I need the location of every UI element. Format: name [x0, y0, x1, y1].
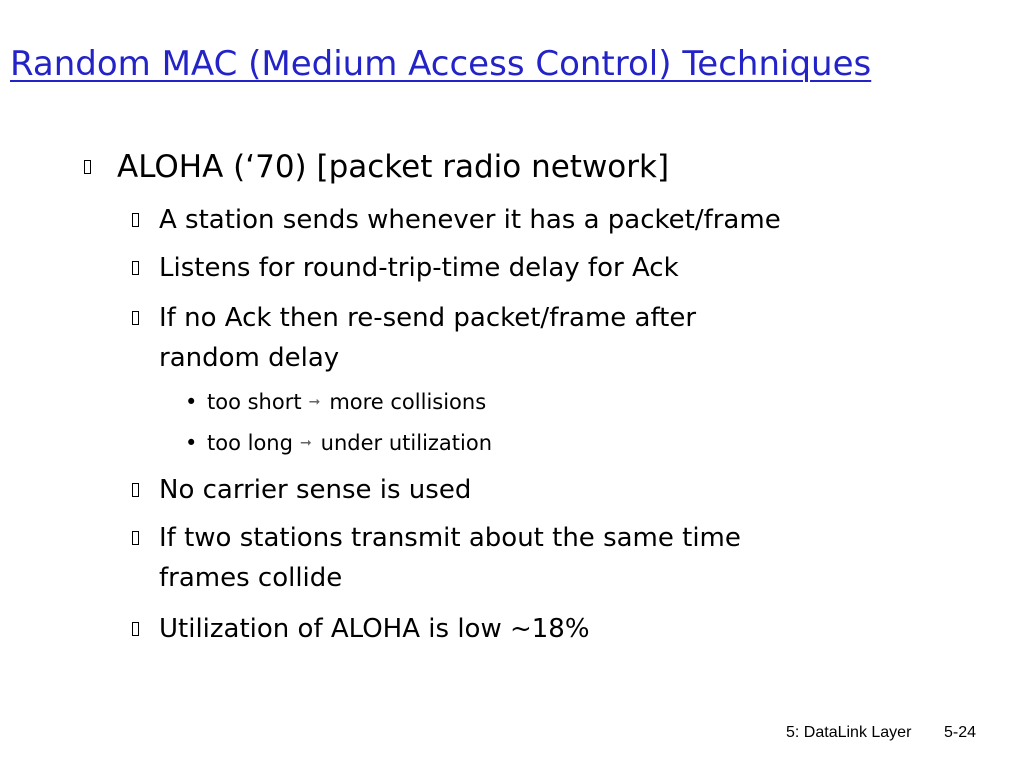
sub-bullet-text-line2: random delay [159, 343, 340, 373]
sub-bullet-text: No carrier sense is used [159, 475, 472, 505]
sub-bullet-text-line1: If no Ack then re-send packet/frame after [159, 303, 697, 333]
arrow-right-icon: ➞ [299, 435, 312, 451]
bullet-text: ALOHA (‘70) [packet radio network] [117, 149, 670, 185]
bullet-box-icon [84, 160, 91, 174]
bullet-box-icon [132, 531, 139, 545]
sub-bullet-text [159, 518, 741, 598]
arrow-right-icon: ➞ [308, 394, 321, 410]
sub-bullet-text: Listens for round-trip-time delay for Ack [159, 253, 679, 283]
sub-bullet-text: Utilization of ALOHA is low ~18% [159, 614, 590, 644]
bullet-box-icon [132, 311, 139, 325]
slide-title [10, 40, 1014, 88]
sub-bullet-text [159, 298, 696, 378]
sub-sub-bullet-before: too short [207, 390, 302, 414]
sub-sub-bullet-too-short [185, 386, 486, 418]
sub-bullet-station-sends [132, 200, 781, 240]
bullet-box-icon [132, 261, 139, 275]
sub-sub-bullet-before: too long [207, 431, 293, 455]
sub-bullet-no-carrier-sense [132, 470, 471, 510]
footer-chapter: 5: DataLink Layer [786, 724, 912, 741]
sub-sub-bullet-after: under utilization [320, 431, 493, 455]
sub-sub-bullet-after: more collisions [329, 390, 487, 414]
sub-bullet-listens [132, 248, 679, 288]
bullet-box-icon [132, 622, 139, 636]
bullet-aloha [84, 146, 669, 188]
bullet-dot-icon: • [185, 431, 198, 455]
sub-bullet-text-line1: If two stations transmit about the same time [159, 523, 741, 553]
bullet-box-icon [132, 213, 139, 227]
footer-page-number: 5-24 [944, 724, 977, 741]
sub-sub-bullet-too-long [185, 427, 492, 459]
bullet-dot-icon: • [185, 390, 198, 414]
sub-bullet-two-stations [132, 518, 741, 598]
sub-bullet-utilization [132, 609, 590, 649]
sub-bullet-no-ack [132, 298, 696, 378]
sub-bullet-text: A station sends whenever it has a packet/frame [159, 205, 781, 235]
slide-title-text: Random MAC (Medium Access Control) Techniques [10, 44, 872, 84]
bullet-box-icon [132, 483, 139, 497]
sub-bullet-text-line2: frames collide [159, 563, 343, 593]
